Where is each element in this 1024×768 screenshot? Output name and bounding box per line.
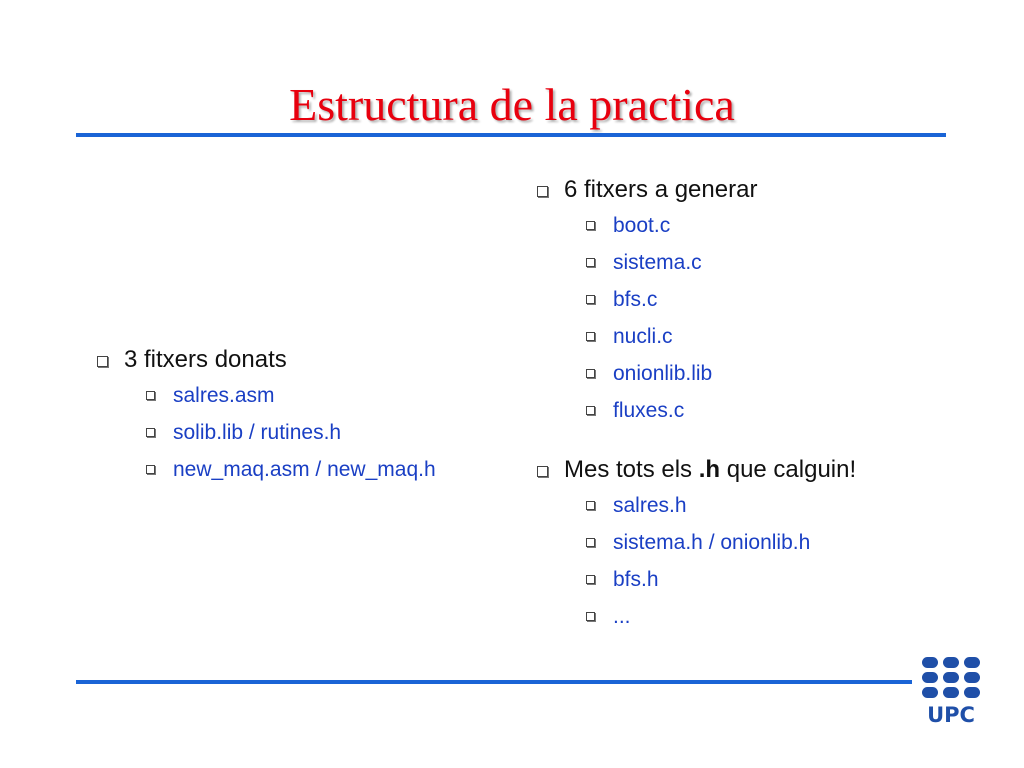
square-bullet-icon	[586, 295, 595, 304]
square-bullet-icon	[586, 575, 595, 584]
square-bullet-icon	[586, 501, 595, 510]
sub-item-label: fluxes.c	[613, 399, 685, 422]
list-item	[96, 451, 436, 488]
list-item	[536, 244, 856, 281]
heading-text: que calguin!	[720, 456, 857, 483]
square-bullet-icon	[586, 258, 595, 267]
sub-item-label: bfs.h	[613, 568, 659, 591]
list-item	[536, 392, 856, 429]
right-heading-1: 6 fitxers a generar	[564, 176, 758, 203]
square-bullet-icon	[586, 538, 595, 547]
upc-logo-icon	[920, 655, 982, 725]
list-item	[536, 173, 856, 207]
sub-item-label: ...	[613, 605, 631, 628]
sub-item-label: solib.lib / rutines.h	[173, 421, 342, 444]
left-column	[96, 343, 436, 488]
list-item	[536, 318, 856, 355]
sub-item-label: onionlib.lib	[613, 362, 713, 385]
title-divider	[76, 133, 946, 137]
heading-text: Mes tots els	[564, 456, 699, 483]
left-heading: 3 fitxers donats	[124, 346, 287, 373]
sub-item-label: sistema.c	[613, 251, 702, 274]
square-bullet-icon	[586, 221, 595, 230]
list-item	[536, 598, 856, 635]
square-bullet-icon	[537, 466, 548, 477]
square-bullet-icon	[146, 391, 155, 400]
spacer	[536, 429, 856, 453]
square-bullet-icon	[146, 465, 155, 474]
sub-item-label: boot.c	[613, 214, 671, 237]
square-bullet-icon	[586, 369, 595, 378]
list-item	[96, 343, 436, 377]
square-bullet-icon	[586, 332, 595, 341]
right-column	[536, 173, 856, 635]
heading-bold-text: .h	[698, 456, 721, 483]
list-item	[536, 561, 856, 598]
sub-item-label: salres.asm	[173, 384, 275, 407]
slide-title: Estructura de la practica	[289, 79, 735, 130]
right-heading-2	[564, 456, 856, 483]
square-bullet-icon	[537, 186, 548, 197]
footer-divider	[76, 680, 912, 684]
sub-item-label: nucli.c	[613, 325, 673, 348]
logo-text: UPC	[927, 703, 975, 725]
list-item	[536, 281, 856, 318]
sub-item-label: bfs.c	[613, 288, 658, 311]
square-bullet-icon	[146, 428, 155, 437]
list-item	[536, 207, 856, 244]
square-bullet-icon	[586, 612, 595, 621]
sub-item-label: new_maq.asm / new_maq.h	[173, 458, 436, 481]
list-item	[96, 377, 436, 414]
square-bullet-icon	[586, 406, 595, 415]
sub-item-label: sistema.h / onionlib.h	[613, 531, 811, 554]
square-bullet-icon	[97, 356, 108, 367]
list-item	[536, 487, 856, 524]
list-item	[96, 414, 436, 451]
sub-item-label: salres.h	[613, 494, 687, 517]
list-item	[536, 453, 856, 487]
list-item	[536, 355, 856, 392]
list-item	[536, 524, 856, 561]
